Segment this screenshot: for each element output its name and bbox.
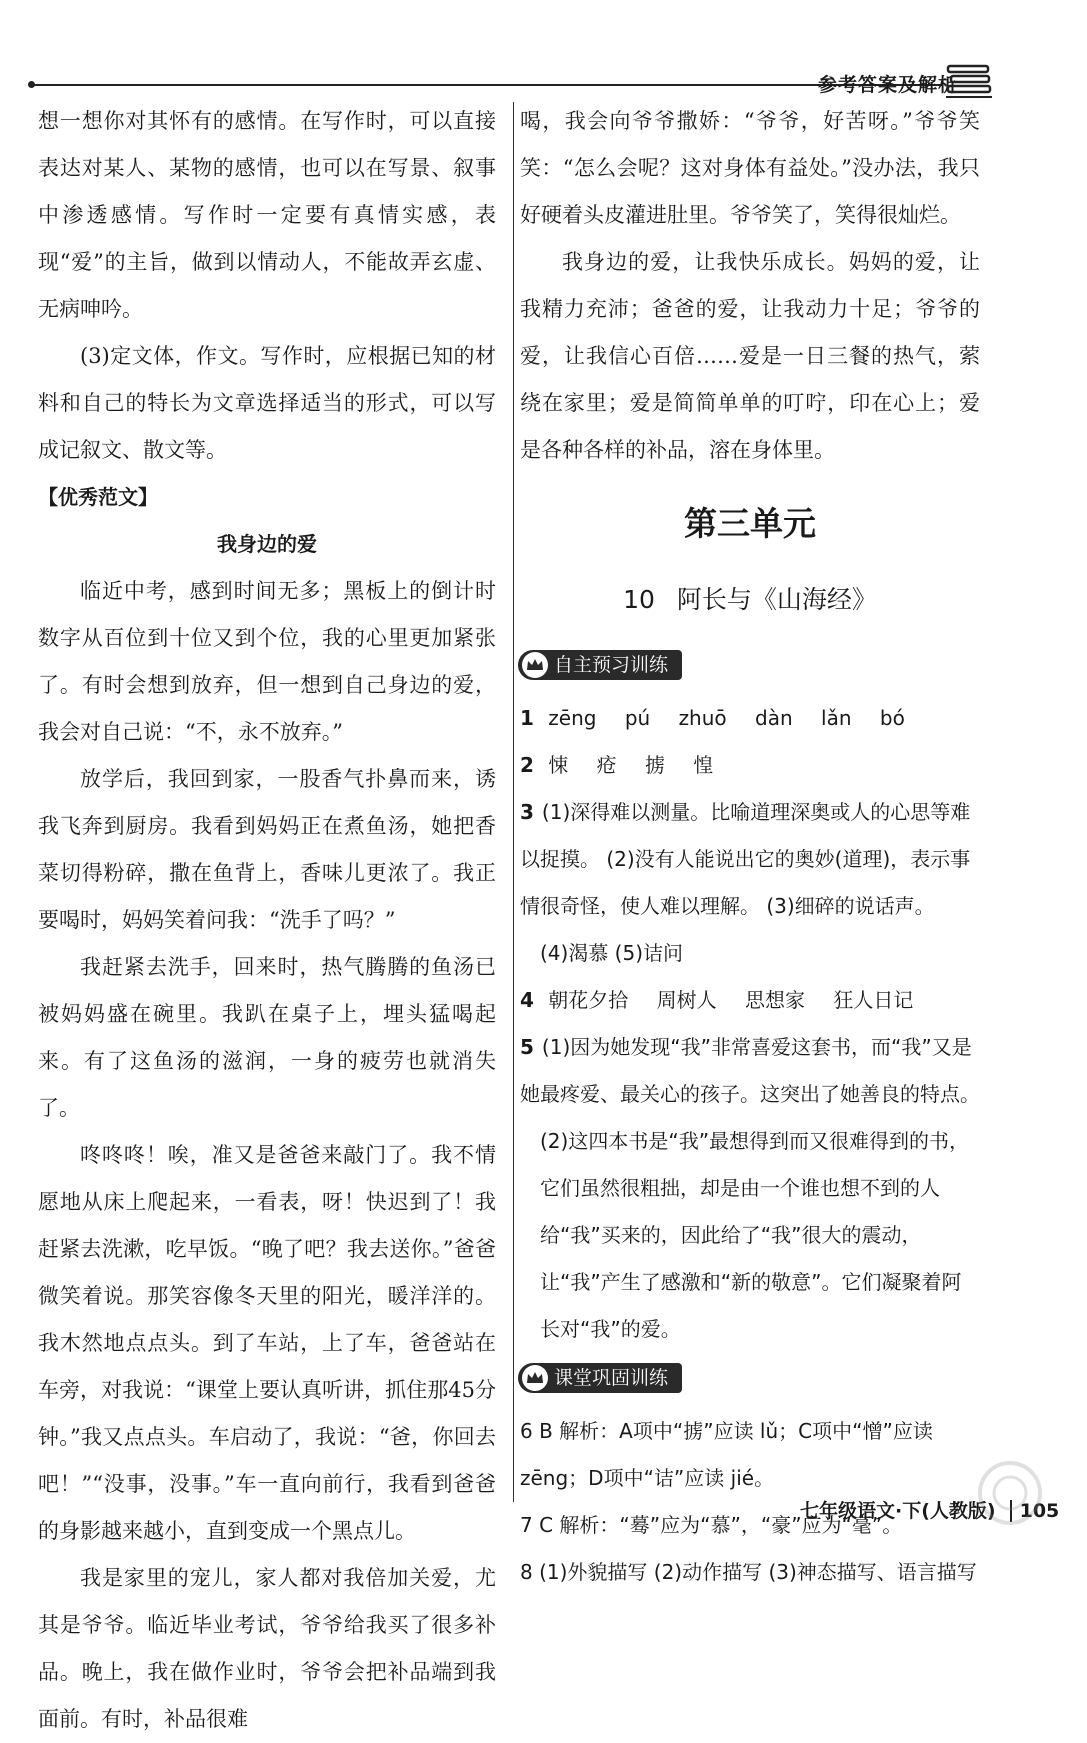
banner-label: 课堂巩固训练 [554, 1367, 669, 1389]
essay-paragraph-4: 咚咚咚！唉，准又是爸爸来敲门了。我不情愿地从床上爬起来，一看表，呀！快迟到了！我赶紧去洗漱，吃早饭。“晚了吧？我去送你。”爸爸微笑着说。那笑容像冬天里的阳光，暖洋洋的。我木然地点点头。到了车站，上了车，爸爸站在车旁，对我说：“课堂上要认真听讲，抓住那45分钟。”我又点点头。车启动了，我说：“爸，你回去吧！”“没事，没事。”车一直向前行，我看到爸爸的身影越来越小，直到变成一个黑点儿。 [38, 1143, 496, 1543]
intro-paragraph-1: 想一想你对其怀有的感情。在写作时，可以直接表达对某人、某物的感情，也可以在写景、叙事中渗透感情。写作时一定要有真情实感，表现“爱”的主旨，做到以情动人，不能故弄玄虚、无病呻吟。 [38, 109, 496, 321]
answer-6: 6 B 解析：A项中“掳”应读 lǔ；C项中“憎”应读 zēng；D项中“诘”应读 jié。 [520, 1419, 933, 1490]
essay-continued-paragraph-2: 我身边的爱，让我快乐成长。妈妈的爱，让我精力充沛；爸爸的爱，让我动力十足；爷爷的爱，让我信心百倍……爱是一日三餐的热气，萦绕在家里；爱是简简单单的叮咛，印在心上；爱是各种各样的补品，溶在身体里。 [520, 250, 980, 462]
essay-paragraph-1: 临近中考，感到时间无多；黑板上的倒计时数字从百位到十位又到个位，我的心里更加紧张了。有时会想到放弃，但一想到自己身边的爱，我会对自己说：“不，永不放弃。” [38, 579, 496, 744]
answer-8: 8 (1)外貌描写 (2)动作描写 (3)神态描写、语言描写 [520, 1560, 977, 1584]
banner-label: 自主预习训练 [554, 654, 669, 676]
answer-number: 1 [520, 706, 534, 730]
pinyin-item: lǎn [821, 706, 852, 730]
essay-paragraph-2: 放学后，我回到家，一股香气扑鼻而来，诱我飞奔到厨房。我看到妈妈正在煮鱼汤，她把香菜切得粉碎，撒在鱼背上，香味儿更浓了。我正要喝时，妈妈笑着问我：“洗手了吗？” [38, 767, 496, 932]
header-title: 参考答案及解析 [818, 74, 959, 96]
lesson-number: 10 [623, 585, 655, 614]
answer-item: 周树人 [656, 988, 717, 1012]
page-number: 105 [1010, 1500, 1060, 1522]
lesson-heading [520, 564, 980, 636]
books-icon [946, 62, 992, 100]
answer-number: 4 [520, 988, 534, 1012]
pinyin-item: zēng [548, 706, 597, 730]
char-item: 疮 [596, 753, 617, 777]
answer-text: (1)深得难以测量。比喻道理深奥或人的心思等难以捉摸。 (2)没有人能说出它的奥妙(道理)，表示事情很奇怪，使人难以理解。 (3)细碎的说话声。 [520, 800, 971, 918]
column-divider [513, 102, 514, 1502]
answer-3-sub: (4)渴慕 (5)诘问 [540, 941, 684, 965]
char-item: 惶 [693, 753, 714, 777]
answer-item: 思想家 [745, 988, 805, 1012]
section-label: 【优秀范文】 [38, 485, 158, 509]
classroom-training-banner [518, 1363, 682, 1393]
essay-title: 我身边的爱 [217, 532, 317, 556]
answer-item: 朝花夕拾 [548, 988, 629, 1012]
answer-5-sub: (2)这四本书是“我”最想得到而又很难得到的书，它们虽然很粗拙，却是由一个谁也想不到的人给“我”买来的，因此给了“我”很大的震动，让“我”产生了感激和“新的敬意”。它们凝聚着阿长对“我”的爱。 [540, 1129, 970, 1341]
preview-training-banner [518, 650, 682, 680]
answer-number: 2 [520, 753, 534, 777]
essay-paragraph-3: 我赶紧去洗手，回来时，热气腾腾的鱼汤已被妈妈盛在碗里。我趴在桌子上，埋头猛喝起来。有了这鱼汤的滋润，一身的疲劳也就消失了。 [38, 955, 496, 1120]
pinyin-item: dàn [755, 706, 793, 730]
char-item: 掳 [645, 753, 665, 777]
intro-paragraph-2: (3)定文体，作文。写作时，应根据已知的材料和自己的特长为文章选择适当的形式，可以写成记叙文、散文等。 [38, 344, 496, 462]
answer-4 [520, 977, 980, 1024]
lesson-title: 阿长与《山海经》 [676, 585, 877, 614]
unit-title: 第三单元 [684, 504, 816, 543]
watermark-icon [960, 1458, 1060, 1528]
header-rule [32, 84, 942, 86]
crown-icon [522, 652, 548, 678]
essay-paragraph-5: 我是家里的宠儿，家人都对我倍加关爱，尤其是爷爷。临近毕业考试，爷爷给我买了很多补品。晚上，我在做作业时，爷爷会把补品端到我面前。有时，补品很难 [38, 1566, 496, 1731]
answer-2 [520, 742, 980, 789]
pinyin-item: zhuō [678, 706, 727, 730]
footer-book: 七年级语文·下(人教版) [800, 1500, 996, 1522]
answer-3 [520, 789, 980, 930]
pinyin-item: bó [879, 706, 905, 730]
crown-icon [522, 1365, 548, 1391]
answer-number: 3 [520, 800, 534, 824]
answer-number: 5 [520, 1035, 534, 1059]
answer-item: 狂人日记 [833, 988, 914, 1012]
left-column [38, 98, 496, 1743]
char-item: 悚 [548, 753, 569, 777]
right-column [520, 98, 980, 1596]
pinyin-item: pú [624, 706, 651, 730]
answer-7: 7 C 解析：“蓦”应为“慕”，“豪”应为“毫”。 [520, 1513, 903, 1537]
essay-continued-paragraph-1: 喝，我会向爷爷撒娇：“爷爷，好苦呀。”爷爷笑笑：“怎么会呢？这对身体有益处。”没办法，我只好硬着头皮灌进肚里。爷爷笑了，笑得很灿烂。 [520, 109, 980, 227]
answer-5 [520, 1024, 980, 1118]
answer-text: (1)因为她发现“我”非常喜爱这套书，而“我”又是她最疼爱、最关心的孩子。这突出了她善良的特点。 [520, 1035, 980, 1106]
answer-1 [520, 695, 980, 742]
